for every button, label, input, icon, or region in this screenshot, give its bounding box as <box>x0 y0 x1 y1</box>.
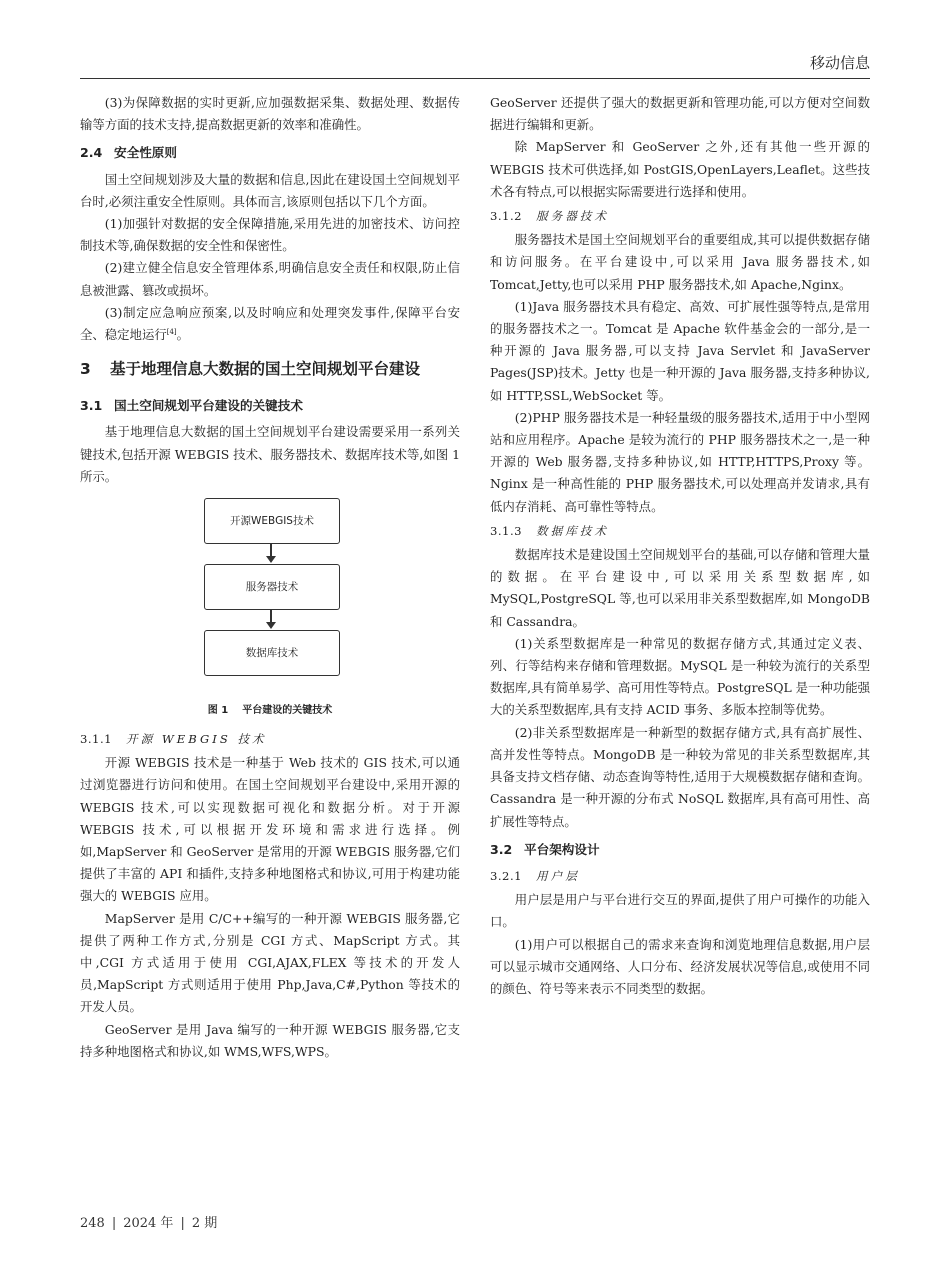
citation-ref[interactable]: [4] <box>166 327 177 336</box>
section-heading-3-1-1 <box>80 728 460 750</box>
section-title: 基于地理信息大数据的国土空间规划平台建设 <box>110 360 421 379</box>
section-number: 2.4 <box>80 145 103 161</box>
section-number: 3.2.1 <box>490 868 522 883</box>
arrow-down-icon <box>266 622 276 629</box>
section-heading-3-2 <box>490 839 870 861</box>
paragraph-end: 。 <box>176 327 190 343</box>
flow-box-server: 服务器技术 <box>204 564 340 610</box>
paragraph: 除 MapServer 和 GeoServer 之外,还有其他一些开源的 WEBGIS 技术可供选择,如 PostGIS,OpenLayers,Leaflet。这些技术各有特点,可以根据实际需要进行选择和使用。 <box>490 139 870 199</box>
paragraph: (2)非关系型数据库是一种新型的数据存储方式,具有高扩展性、高并发性等特点。MongoDB 是一种较为常见的非关系型数据库,其具备支持文档存储、动态查询等特性,适用于大规模数据存储和查询。Cassandra 是一种开源的分布式 NoSQL 数据库,具有高可用性、高扩展性等特点。 <box>490 724 870 829</box>
figure-1 <box>80 494 460 726</box>
section-title: 国土空间规划平台建设的关键技术 <box>114 398 303 414</box>
right-column <box>490 92 870 1000</box>
section-heading-2-4 <box>80 142 460 164</box>
caption-number: 图 1 <box>207 705 229 717</box>
section-number: 3.1.3 <box>490 523 522 538</box>
section-heading-3-2-1 <box>490 865 870 887</box>
section-heading-3-1-3 <box>490 520 870 542</box>
page-footer: 248 | 2024 年 | 2 期 <box>80 1216 218 1231</box>
paragraph: GeoServer 还提供了强大的数据更新和管理功能,可以方便对空间数据进行编辑和更新。 <box>490 95 870 133</box>
figure-caption <box>80 700 460 722</box>
paragraph: (3)为保障数据的实时更新,应加强数据采集、数据处理、数据传输等方面的技术支持,提高数据更新的效率和准确性。 <box>80 95 460 133</box>
section-heading-3-1-2 <box>490 205 870 227</box>
paragraph: MapServer 是用 C/C++编写的一种开源 WEBGIS 服务器,它提供了两种工作方式,分别是 CGI 方式、MapScript 方式。其中,CGI 方式适用于使用 CGI,AJAX,FLEX 等技术的开发人员,MapScript 方式则适用于使用 Php,Java,C#,Python 等技术的开发人员。 <box>80 910 460 1015</box>
section-title: 平台架构设计 <box>524 841 600 857</box>
paragraph <box>80 302 460 346</box>
paragraph: 基于地理信息大数据的国土空间规划平台建设需要采用一系列关键技术,包括开源 WEBGIS 技术、服务器技术、数据库技术等,如图 1 所示。 <box>80 424 460 484</box>
flow-box-database: 数据库技术 <box>204 630 340 676</box>
section-number: 3.1 <box>80 398 103 414</box>
caption-text: 平台建设的关键技术 <box>242 705 333 717</box>
paragraph: 用户层是用户与平台进行交互的界面,提供了用户可操作的功能入口。 <box>490 892 870 930</box>
section-title: 用户层 <box>536 868 580 883</box>
arrow-down-icon <box>266 556 276 563</box>
paragraph: (2)建立健全信息安全管理体系,明确信息安全责任和权限,防止信息被泄露、篡改或损坏。 <box>80 260 460 298</box>
paragraph-text: (3)制定应急响应预案,以及时响应和处理突发事件,保障平台安全、稳定地运行 <box>80 304 460 343</box>
paragraph: (2)PHP 服务器技术是一种轻量级的服务器技术,适用于中小型网站和应用程序。Apache 是较为流行的 PHP 服务器技术之一,是一种开源的 Web 服务器,支持多种协议,如 HTTP,HTTPS,Proxy 等。Nginx 是一种高性能的 PHP 服务器技术,可以处理高并发请求,具有低内存消耗、高可靠性等特点。 <box>490 409 870 514</box>
journal-name: 移动信息 <box>809 54 870 72</box>
paragraph: 开源 WEBGIS 技术是一种基于 Web 技术的 GIS 技术,可以通过浏览器进行访问和使用。在国土空间规划平台建设中,采用开源的 WEBGIS 技术,可以实现数据可视化和数据分析。对于开源 WEBGIS 技术,可以根据开发环境和需求进行选择。例如,MapServer 和 GeoServer 是常用的开源 WEBGIS 服务器,它们提供了丰富的 API 和插件,支持多种地图格式和协议,可用于构建功能强大的 WEBGIS 应用。 <box>80 755 460 904</box>
paragraph: (1)用户可以根据自己的需求来查询和浏览地理信息数据,用户层可以显示城市交通网络、人口分布、经济发展状况等信息,或使用不同的颜色、符号等来表示不同类型的数据。 <box>490 936 870 996</box>
section-heading-3-1 <box>80 395 460 417</box>
section-number: 3.1.2 <box>490 209 522 224</box>
page-header <box>80 50 870 79</box>
paragraph: (1)加强针对数据的安全保障措施,采用先进的加密技术、访问控制技术等,确保数据的安全性和保密性。 <box>80 216 460 254</box>
flow-box-webgis: 开源WEBGIS技术 <box>204 498 340 544</box>
section-title: 安全性原则 <box>114 145 177 161</box>
footer-issue: 2 期 <box>191 1216 218 1231</box>
section-title: 数据库技术 <box>536 523 609 538</box>
section-number: 3.1.1 <box>80 732 112 747</box>
paragraph: 数据库技术是建设国土空间规划平台的基础,可以存储和管理大量的数据。在平台建设中,可以采用关系型数据库,如 MySQL,PostgreSQL 等,也可以采用非关系型数据库,如 MongoDB 和 Cassandra。 <box>490 547 870 629</box>
section-number: 3 <box>80 360 91 379</box>
left-column <box>80 92 460 1063</box>
paragraph: 国土空间规划涉及大量的数据和信息,因此在建设国土空间规划平台时,必须注重安全性原则。具体而言,该原则包括以下几个方面。 <box>80 171 460 209</box>
section-title: 开源 WEBGIS 技术 <box>126 732 267 747</box>
paragraph: (1)Java 服务器技术具有稳定、高效、可扩展性强等特点,是常用的服务器技术之一。Tomcat 是 Apache 软件基金会的一部分,是一种开源的 Java 服务器,可以支持 Java Servlet 和 JavaServer Pages(JSP)技术。Jetty 也是一种开源的 Java 服务器,支持多种协议,如 HTTP,SSL,WebSocket 等。 <box>490 298 870 403</box>
footer-year: 2024 年 <box>123 1216 174 1231</box>
paragraph: GeoServer 是用 Java 编写的一种开源 WEBGIS 服务器,它支持多种地图格式和协议,如 WMS,WFS,WPS。 <box>80 1021 460 1059</box>
section-number: 3.2 <box>490 841 513 857</box>
page-number: 248 <box>80 1216 105 1231</box>
paragraph: (1)关系型数据库是一种常见的数据存储方式,其通过定义表、列、行等结构来存储和管理数据。MySQL 是一种较为流行的关系型数据库,具有简单易学、高可用性等特点。PostgreSQL 是一种功能强大的关系型数据库,具有支持 ACID 事务、多版本控制等优势。 <box>490 635 870 718</box>
section-heading-3 <box>80 356 460 383</box>
section-title: 服务器技术 <box>536 209 609 224</box>
paragraph: 服务器技术是国土空间规划平台的重要组成,其可以提供数据存储和访问服务。在平台建设中,可以采用 Java 服务器技术,如 Tomcat,Jetty,也可以采用 PHP 服务器技术,如 Apache,Nginx。 <box>490 232 870 292</box>
